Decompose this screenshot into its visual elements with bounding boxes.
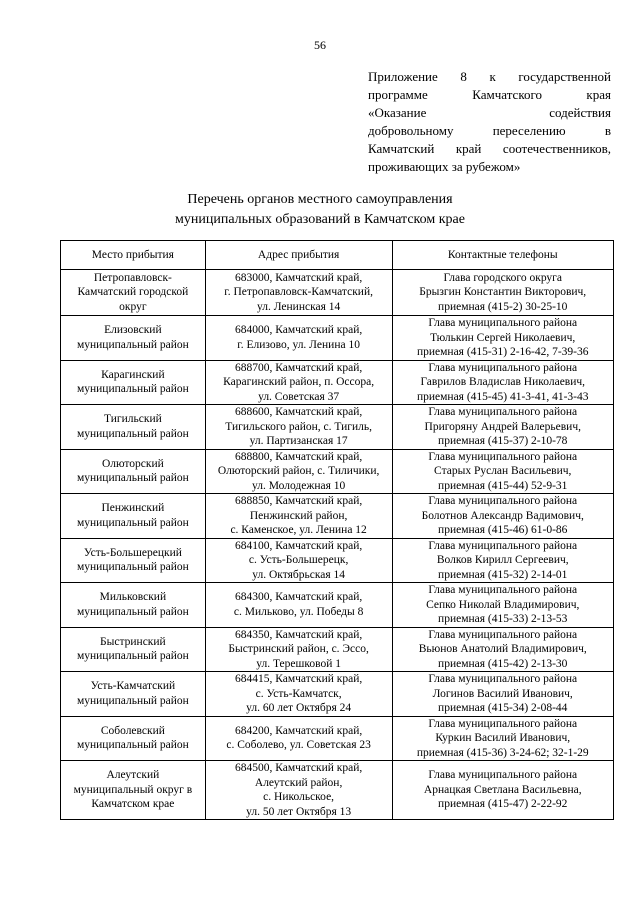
table-row (61, 316, 614, 361)
cell-line: муниципальный округ в (73, 783, 193, 796)
cell-line: г. Елизово, ул. Ленина 10 (237, 338, 360, 351)
cell-line: 688600, Камчатский край, (234, 406, 363, 418)
title-line: Перечень органов местного самоуправления (187, 192, 453, 207)
contacts-cell (392, 627, 614, 672)
address-cell (205, 761, 392, 820)
cell-line: Глава муниципального района (428, 584, 578, 596)
cell-line: Глава муниципального района (428, 361, 578, 374)
table-header-row (61, 241, 614, 270)
cell-line: муниципальный район (76, 694, 189, 707)
cell-line: Волков Кирилл Сергеевич, (436, 554, 569, 566)
cell-line: Глава муниципального района (428, 450, 578, 463)
page-number: 56 (314, 38, 326, 52)
cell-line: приемная (415-34) 2-08-44 (438, 702, 568, 714)
address-cell (205, 405, 392, 450)
contacts-cell (392, 672, 614, 717)
appendix-line: Приложение 8 к государственной (368, 69, 611, 84)
cell-line: с. Никольское, (263, 791, 335, 803)
cell-line: Мильковский (99, 591, 167, 604)
document-title (0, 190, 640, 230)
table-row (61, 672, 614, 717)
place-cell (61, 316, 206, 361)
appendix-line: программе Камчатского края (368, 87, 611, 102)
cell-line: с. Усть-Камчатск, (255, 687, 342, 700)
cell-line: Камчатском крае (91, 798, 175, 811)
address-cell (205, 360, 392, 405)
place-cell (61, 538, 206, 583)
place-cell (61, 583, 206, 628)
cell-line: Алеутский (106, 769, 160, 782)
cell-line: с. Мильково, ул. Победы 8 (233, 605, 364, 618)
contacts-cell (392, 270, 614, 316)
cell-line: приемная (415-47) 2-22-92 (438, 798, 568, 811)
table-row (61, 360, 614, 405)
cell-line: с. Каменское, ул. Ленина 12 (230, 524, 367, 536)
cell-line: Глава муниципального района (428, 769, 578, 782)
table-row (61, 583, 614, 628)
cell-line: Арнацкая Светлана Васильевна, (423, 783, 582, 796)
cell-line: приемная (415-42) 2-13-30 (438, 657, 568, 670)
contacts-cell (392, 716, 614, 761)
cell-line: ул. Советская 37 (258, 390, 340, 403)
cell-line: Гаврилов Владислав Николаевич, (420, 376, 586, 388)
cell-line: Глава муниципального района (428, 717, 578, 730)
cell-line: Брызгин Константин Викторович, (419, 286, 587, 299)
cell-line: Быстринский район, с. Эссо, (228, 643, 369, 655)
address-cell (205, 583, 392, 628)
cell-line: Куркин Василий Иванович, (435, 732, 571, 744)
cell-line: Тюлькин Сергей Николаевич, (430, 331, 576, 344)
address-cell (205, 449, 392, 494)
cell-line: муниципальный район (76, 561, 189, 574)
cell-line: Усть-Камчатский (90, 680, 176, 693)
place-cell (61, 449, 206, 494)
cell-line: Глава муниципального района (428, 495, 578, 507)
cell-line: Глава муниципального района (428, 628, 578, 641)
cell-line: Тигильский (104, 413, 162, 426)
address-cell (205, 672, 392, 717)
table-row (61, 716, 614, 761)
cell-line: приемная (415-31) 2-16-42, 7-39-36 (416, 346, 589, 358)
cell-line: приемная (415-33) 2-13-53 (438, 613, 568, 625)
cell-line: Алеутский район, (254, 776, 343, 789)
address-cell (205, 716, 392, 761)
cell-line: 684350, Камчатский край, (234, 628, 363, 641)
contacts-cell (392, 405, 614, 450)
cell-line: Сепко Николай Владимирович, (426, 598, 580, 611)
cell-line: 688700, Камчатский край, (234, 361, 363, 374)
cell-line: ул. Октябрьская 14 (252, 568, 346, 581)
cell-line: Глава муниципального района (428, 317, 578, 329)
cell-line: Петропавловск- (93, 271, 172, 284)
cell-line: приемная (415-46) 61-0-86 (438, 524, 568, 536)
cell-line: округ (119, 300, 147, 313)
cell-line: 683000, Камчатский край, (234, 271, 363, 284)
title-line: муниципальных образований в Камчатском крае (175, 212, 465, 227)
cell-line: приемная (415-37) 2-10-78 (438, 435, 568, 447)
table-row (61, 627, 614, 672)
cell-line: муниципальный район (76, 605, 189, 618)
place-cell (61, 672, 206, 717)
cell-line: Карагинский (101, 368, 165, 381)
cell-line: Елизовский (104, 324, 162, 337)
address-cell (205, 316, 392, 361)
cell-line: муниципальный район (76, 383, 189, 396)
cell-line: приемная (415-2) 30-25-10 (438, 300, 568, 313)
cell-line: 684500, Камчатский край, (234, 762, 363, 774)
appendix-note (368, 68, 611, 176)
place-cell (61, 405, 206, 450)
cell-line: ул. Молодежная 10 (251, 479, 346, 492)
contacts-cell (392, 494, 614, 539)
cell-line: 684200, Камчатский край, (234, 724, 363, 737)
cell-line: муниципальный район (76, 338, 189, 351)
cell-line: Глава муниципального района (428, 406, 578, 418)
cell-line: Глава муниципального района (428, 673, 578, 685)
cell-line: Карагинский район, п. Оссора, (223, 376, 375, 388)
cell-line: приемная (415-36) 3-24-62; 32-1-29 (416, 746, 589, 759)
cell-line: Усть-Большерецкий (83, 546, 182, 559)
contacts-cell (392, 360, 614, 405)
cell-line: ул. Партизанская 17 (249, 435, 348, 447)
cell-line: ул. 60 лет Октября 24 (246, 702, 352, 714)
cell-line: ул. Ленинская 14 (256, 300, 341, 313)
header-contacts: Контактные телефоны (392, 241, 614, 270)
table-row (61, 761, 614, 820)
cell-line: Быстринский (100, 635, 166, 648)
contacts-cell (392, 538, 614, 583)
cell-line: муниципальный район (76, 650, 189, 663)
contacts-cell (392, 316, 614, 361)
table-row (61, 494, 614, 539)
header-place: Место прибытия (61, 241, 206, 270)
cell-line: Глава муниципального района (428, 539, 578, 552)
place-cell (61, 270, 206, 316)
cell-line: муниципальный район (76, 516, 189, 529)
cell-line: 688850, Камчатский край, (234, 495, 363, 507)
cell-line: Пригоряну Андрей Валерьевич, (424, 420, 581, 433)
place-cell (61, 761, 206, 820)
cell-line: Пенжинский (101, 502, 165, 515)
cell-line: Логинов Василий Иванович, (432, 687, 573, 700)
cell-line: 684300, Камчатский край, (234, 591, 363, 604)
cell-line: Пенжинский район, (249, 509, 348, 522)
cell-line: Олюторский (101, 457, 164, 470)
cell-line: приемная (415-32) 2-14-01 (438, 568, 568, 581)
address-cell (205, 538, 392, 583)
cell-line: 684000, Камчатский край, (234, 324, 363, 337)
header-address: Адрес прибытия (205, 241, 392, 270)
cell-line: ул. 50 лет Октября 13 (246, 805, 352, 818)
place-cell (61, 494, 206, 539)
appendix-line: Камчатский край соотечественников, (368, 141, 611, 156)
cell-line: Камчатский городской (77, 286, 189, 299)
appendix-line: «Оказание содействия (368, 105, 611, 120)
appendix-line: проживающих за рубежом» (368, 159, 521, 174)
address-cell (205, 270, 392, 316)
cell-line: Вьюнов Анатолий Владимирович, (418, 643, 587, 655)
table-row (61, 538, 614, 583)
place-cell (61, 627, 206, 672)
cell-line: с. Усть-Большерецк, (248, 554, 349, 566)
cell-line: г. Петропавловск-Камчатский, (224, 286, 373, 299)
cell-line: Соболевский (100, 724, 165, 737)
cell-line: с. Соболево, ул. Советская 23 (226, 739, 371, 752)
table-body (61, 270, 614, 820)
cell-line: муниципальный район (76, 472, 189, 485)
table-row (61, 449, 614, 494)
table-row (61, 405, 614, 450)
cell-line: 684100, Камчатский край, (234, 539, 363, 552)
address-cell (205, 627, 392, 672)
cell-line: 688800, Камчатский край, (234, 450, 363, 463)
cell-line: Старых Руслан Васильевич, (434, 465, 572, 477)
authorities-table (60, 240, 614, 820)
cell-line: Тигильского район, с. Тигиль, (225, 420, 373, 433)
place-cell (61, 716, 206, 761)
contacts-cell (392, 449, 614, 494)
cell-line: 684415, Камчатский край, (234, 673, 363, 685)
cell-line: Глава городского округа (443, 271, 562, 284)
contacts-cell (392, 761, 614, 820)
cell-line: Болотнов Александр Вадимович, (421, 509, 584, 522)
contacts-cell (392, 583, 614, 628)
cell-line: муниципальный район (76, 739, 189, 752)
cell-line: Олюторский район, с. Тиличики, (217, 465, 380, 477)
address-cell (205, 494, 392, 539)
appendix-line: добровольному переселению в (368, 123, 611, 138)
cell-line: муниципальный район (76, 427, 189, 440)
cell-line: приемная (415-44) 52-9-31 (438, 479, 568, 492)
cell-line: ул. Терешковой 1 (256, 657, 342, 670)
cell-line: приемная (415-45) 41-3-41, 41-3-43 (416, 390, 589, 403)
table-row (61, 270, 614, 316)
place-cell (61, 360, 206, 405)
